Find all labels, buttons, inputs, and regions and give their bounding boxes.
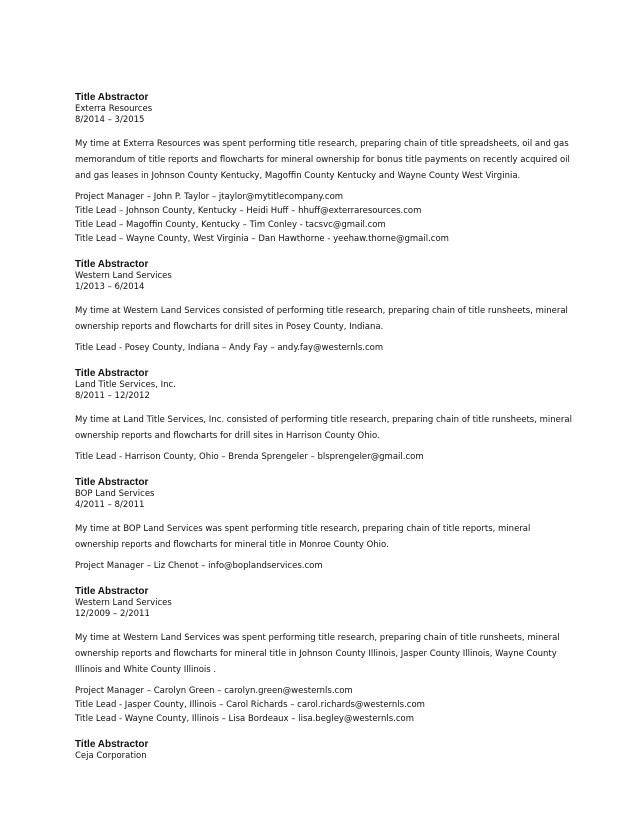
job-entry bbox=[75, 739, 575, 762]
company-name: Ceja Corporation bbox=[75, 751, 147, 761]
job-title: Title Abstractor bbox=[75, 739, 149, 750]
contact-line: Title Lead - Jasper County, Illinois – Carol Richards – carol.richards@westernls.com bbox=[75, 700, 425, 710]
contact-line: Project Manager – Liz Chenot – info@boplandservices.com bbox=[75, 561, 323, 571]
contact-line: Title Lead – Wayne County, West Virginia – Dan Hawthorne - yeehaw.thorne@gmail.com bbox=[75, 234, 449, 244]
company-name: Western Land Services bbox=[75, 271, 172, 281]
job-title: Title Abstractor bbox=[75, 586, 149, 597]
contact-line: Project Manager – Carolyn Green – carolyn.green@westernls.com bbox=[75, 686, 353, 696]
contact-line: Title Lead – Magoffin County, Kentucky – Tim Conley - tacsvc@gmail.com bbox=[75, 220, 386, 230]
contact-line: Project Manager – John P. Taylor – jtaylor@mytitlecompany.com bbox=[75, 192, 344, 202]
job-entry bbox=[75, 368, 575, 464]
company-name: Western Land Services bbox=[75, 598, 172, 608]
company-name: Exterra Resources bbox=[75, 104, 153, 114]
contact-line: Title Lead – Johnson County, Kentucky – Heidi Huff – hhuff@exterraresources.com bbox=[75, 206, 422, 216]
job-description: My time at Exterra Resources was spent performing title research, preparing chain of title spreadsheets, oil and gas memorandum of title reports and flowcharts for mineral ownership for bonus title payments on recently acquired oil and gas leases in Johnson County Kentucky, Magoffin County Kentucky and Wayne County West Virginia. bbox=[75, 139, 570, 181]
job-description: My time at BOP Land Services was spent performing title research, preparing chain of title reports, mineral ownership reports and flowcharts for mineral title in Monroe County Ohio. bbox=[75, 524, 531, 550]
job-title: Title Abstractor bbox=[75, 368, 149, 379]
employment-dates: 12/2009 – 2/2011 bbox=[75, 609, 150, 619]
resume-page bbox=[75, 92, 575, 775]
job-title: Title Abstractor bbox=[75, 477, 149, 488]
job-entry bbox=[75, 92, 575, 246]
job-entry bbox=[75, 259, 575, 355]
employment-dates: 8/2011 – 12/2012 bbox=[75, 391, 150, 401]
contact-line: Title Lead - Harrison County, Ohio – Brenda Sprengeler – blsprengeler@gmail.com bbox=[75, 452, 424, 462]
employment-dates: 1/2013 – 6/2014 bbox=[75, 282, 145, 292]
job-title: Title Abstractor bbox=[75, 92, 149, 103]
job-title: Title Abstractor bbox=[75, 259, 149, 270]
employment-dates: 4/2011 – 8/2011 bbox=[75, 500, 145, 510]
employment-dates: 8/2014 – 3/2015 bbox=[75, 115, 145, 125]
job-description: My time at Western Land Services consisted of performing title research, preparing chain of title runsheets, mineral ownership reports and flowcharts for drill sites in Posey County, Indiana. bbox=[75, 306, 568, 332]
job-entry bbox=[75, 477, 575, 573]
job-description: My time at Land Title Services, Inc. consisted of performing title research, preparing chain of title runsheets, mineral ownership reports and flowcharts for drill sites in Harrison County Ohio. bbox=[75, 415, 572, 441]
company-name: BOP Land Services bbox=[75, 489, 155, 499]
company-name: Land Title Services, Inc. bbox=[75, 380, 176, 390]
contact-line: Title Lead - Wayne County, Illinois – Lisa Bordeaux – lisa.begley@westernls.com bbox=[75, 714, 414, 724]
job-entry bbox=[75, 586, 575, 726]
contact-line: Title Lead - Posey County, Indiana – Andy Fay – andy.fay@westernls.com bbox=[75, 343, 384, 353]
job-description: My time at Western Land Services was spent performing title research, preparing chain of title runsheets, mineral ownership reports and flowcharts for mineral title in Johnson County Illinois, Jasper County Illinois, Wayne County Illinois and White County Illinois . bbox=[75, 633, 560, 675]
